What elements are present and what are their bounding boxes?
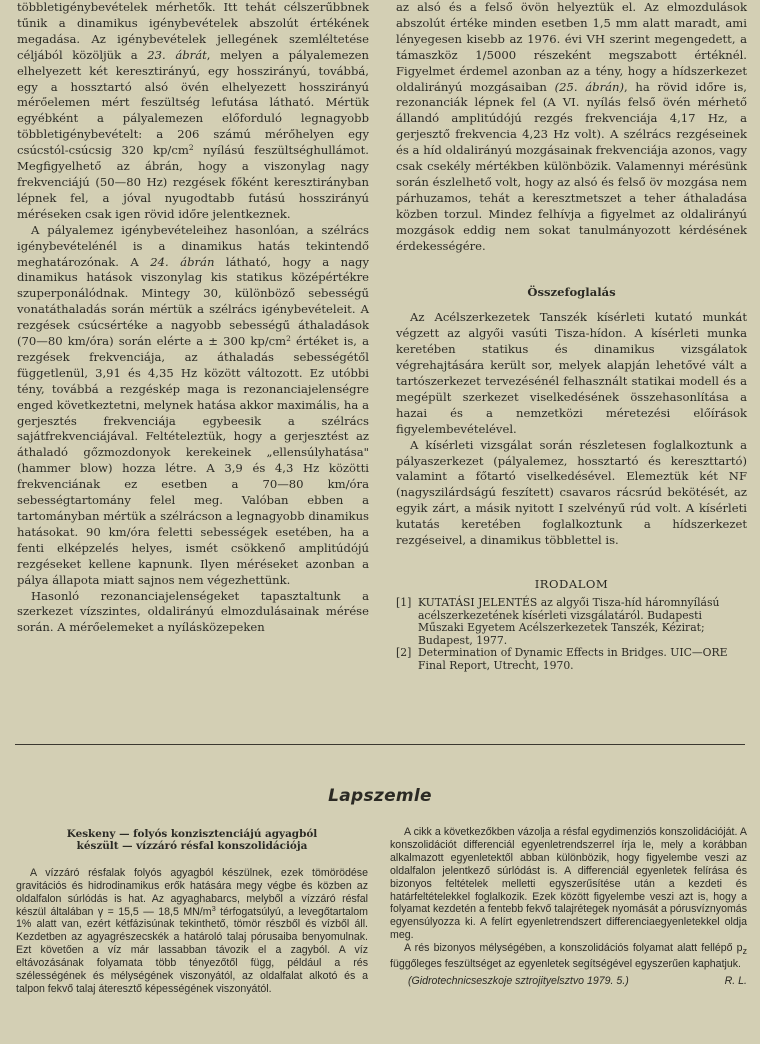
paragraph bbox=[396, 310, 747, 437]
text-run: Az Acélszerkezetek Tanszék kísérleti kutató munkát végzett az algyői vasúti Tisza-hídon. A kísérleti munka keretében statikus és dinamikus vizsgálatok végrehajtására került sor, melyek alapján lehetővé vált a tartószerkezet tervezésénél felhasznált statikai modell és a megépült szerkezet viselkedésének összehasonlítása a hazai és a nemzetközi méretezési előírások figyelembevételével. bbox=[396, 310, 747, 436]
text-run: 2 bbox=[286, 334, 291, 344]
reference-text: Determination of Dynamic Effects in Bridges. UIC—ORE Final Report, Utrecht, 1970. bbox=[418, 646, 728, 672]
reference-text: KUTATÁSI JELENTÉS az algyői Tisza-híd háromnyílású acélszerkezetének kísérleti vizsgálatáról. Budapesti Műszaki Egyetem Acélszerkezetek Tanszék, Kézirat; Budapest, 1977. bbox=[418, 595, 720, 647]
review-author: R. L. bbox=[724, 975, 747, 988]
text-run: A kísérleti vizsgálat során részletesen foglalkoztunk a pályaszerkezet (pályalemez, hossztartó és kereszttartó) valamint a főtartó viselkedésével. Elemeztük két NF (nagyszilárdságú feszített) csavaros rácsrúd bekötését, az egyik zárt, a másik nyitott I szelvényű rúd volt. A kísérleti kutatás keretében foglalkoztunk a hídszerkezet rezgéseivel, a dinamikus többlettel is. bbox=[396, 437, 747, 548]
text-run: 2 bbox=[188, 143, 194, 153]
paragraph bbox=[396, 438, 747, 549]
review-title-line: Keskeny — folyós konzisztenciájú agyagból bbox=[66, 828, 318, 840]
article-continuation bbox=[396, 0, 747, 255]
text-run: az alsó és a felső övön helyeztük el. Az elmozdulások abszolút értéke minden esetben 1,5 mm alatt maradt, ami lényegesen kisebb az 1976. évi VH szerint megengedett, a támaszköz 1/5000 részeként megszabott értéknél. Figyelmet érdemel azonban az a tény, hogy a hídszerkezet oldalirányú mozgásaiban bbox=[396, 0, 747, 94]
text-run: többletigénybevételek mérhetők. Itt tehát célszerűbbnek tűnik a dinamikus igénybevételek abszolút értékének megadása. Az igénybevételek jellegének szemléltetése céljából közöljük a bbox=[17, 0, 369, 62]
figure-reference: (25. ábrán) bbox=[554, 79, 625, 94]
text-run: Hasonló rezonanciajelenségeket tapasztaltunk a szerkezet vízszintes, oldalirányú elmozdulásainak mérése során. A mérőelemeket a nyílásközepeken bbox=[17, 588, 369, 635]
text-run: térfogatsúlyú, a levegőtartalom 1% alatt van, ezért kétfázisúnak tekinthető, tömör részből és vízből áll. Kezdetben az agyagrészecskék a határoló talaj pórusaiba benyomulnak. Ezt követően a víz már lassabban távozik el a zagyból. A víz eltávozásának folyamata több tényezőtől függ, például a rés szélességének és mélységének viszonyától, az oldalfalat alkotó és a talpon fekvő talaj áteresztő képességének viszonyától. bbox=[16, 905, 368, 995]
text-run: nyílású feszültséghullámot. Megfigyelhető az ábrán, hogy a viszonylag nagy frekvenciájú (50—80 Hz) rezgések főként keresztirányban lépnek fel, a jóval nyugodtabb futású hosszirányú méréseken csak igen rövid időre jelentkeznek. bbox=[17, 143, 369, 221]
paragraph bbox=[17, 0, 369, 223]
reference-item bbox=[396, 647, 747, 672]
reference-number: [1] bbox=[396, 595, 412, 609]
paragraph bbox=[390, 826, 747, 942]
text-run: z bbox=[742, 946, 747, 957]
summary-body bbox=[396, 310, 747, 549]
figure-reference: 24. ábrán bbox=[150, 254, 215, 269]
section-divider bbox=[15, 744, 745, 745]
review-column-left bbox=[16, 828, 368, 996]
paragraph bbox=[17, 589, 369, 637]
review-body-left bbox=[16, 867, 368, 996]
text-run: A rés bizonyos mélységében, a konszolidációs folyamat alatt fellépő p bbox=[404, 942, 743, 955]
text-run: A vízzáró résfalak folyós agyagból készülnek, ezek tömörödése gravitációs és hidrodinamikus erők hatására megy végbe és közben az oldalfalon súrlódás is hat. Az agyaghabarcs, melyből a vízzáró résfal készül általában γ = 15,5 — 18,5 MN/m bbox=[16, 866, 368, 918]
article-column-left bbox=[17, 0, 369, 636]
reference-item bbox=[396, 597, 747, 647]
text-run: 3 bbox=[211, 903, 216, 913]
text-run: értéket is, a rezgések frekvenciája, az áthaladás sebességétől függetlenül, 3,91 és 4,35 Hz között változott. Ez utóbbi tény, továbbá a rezgéskép maga is rezonanciajelenségre enged következtetni, melynek hatása akkor maximális, ha a gerjesztés frekvenciája egybeesik a szélrács sajátfrekvenciájával. Feltételeztük, hogy a gerjesztést az áthaladó gőzmozdonyok kerekeinek „ellensúlyhatása" (hammer blow) hozza létre. A 3,9 és 4,3 Hz közötti frekvenciának ez esetben a 70—80 km/óra sebességtartomány felel meg. Valóban ebben a tartományban mértük a szélrácson a legnagyobb dinamikus hatásokat. 90 km/óra feletti sebességek esetében, ha a fenti elképzelés helyes, ismét csökkenő amplitúdójú rezgéseket kellene kapnunk. Ilyen méréseket azonban a pálya állapota miatt sajnos nem végezhettünk. bbox=[17, 334, 369, 587]
review-column-right bbox=[390, 826, 747, 988]
references-list bbox=[396, 597, 747, 673]
section-title: Lapszemle bbox=[328, 786, 432, 806]
text-run: , ha rövid időre is, rezonanciák lépnek fel (A VI. nyílás felső övén mérhető állandó amplitúdójú rezgés frekvenciája 4,17 Hz, a gerjesztő frekvencia 4,23 Hz volt). A szélrács rezgéseinek és a híd oldalirányú mozgásainak frekvenciája azonos, vagy csak csekély mértékben különbözik. Valamennyi mérésünk során észlelhető volt, hogy az alsó és felső öv mozgása nem párhuzamos, tehát a keresztmetszet a teher áthaladása közben torzul. Mindez felhívja a figyelmet az oldalirányú mozgások eddig nem sokat tanulmányozott kérdésének érdekességére. bbox=[396, 79, 747, 253]
review-title bbox=[16, 828, 368, 853]
paragraph bbox=[17, 223, 369, 589]
article-column-right bbox=[396, 0, 747, 672]
references-heading: IRODALOM bbox=[534, 577, 609, 591]
text-run: függőleges feszültséget az egyenletek segítségével egyszerűen kaphatjuk. bbox=[390, 958, 742, 971]
summary-heading: Összefoglalás bbox=[527, 284, 616, 299]
reference-number: [2] bbox=[396, 646, 412, 660]
text-run: A pályalemez igénybevételeihez hasonlóan, a szélrács igénybevételénél is a dinamikus hatás tekintendő meghatározónak. A bbox=[17, 222, 369, 269]
paragraph bbox=[396, 0, 747, 255]
review-source: (Gidrotechnicseszkoje sztrojityelsztvo 1979. 5.) bbox=[408, 975, 629, 988]
review-source-line bbox=[390, 975, 747, 988]
text-run: , melyen a pályalemezen elhelyezett két keresztirányú, egy hosszirányú, továbbá, egy a hossztartó alsó övén elhelyezett hosszirányú mérőelemen mért feszültség lefutása látható. Mértük egyébként a pályalemezen előforduló legnagyobb többletigénybevételt: a 206 számú mérőhelyen egy csúcstól-csúcsig 320 kp/cm bbox=[17, 47, 369, 158]
paragraph bbox=[16, 867, 368, 996]
review-body-right bbox=[390, 826, 747, 971]
text-run: A cikk a következőkben vázolja a résfal egydimenziós konszolidációját. A konszolidációt differenciál egyenletrendszerrel írja le, mely a korábban alkalmazott egyenletektől abban különbözik, hogy figyelembe veszi az oldalfalon jelentkező súrlódást is. A differenciál egyenletek felírása és bizonyos feltételek melletti egyszerűsítése után a kezdeti és határfeltételekkel foglalkozik. Ezek között figyelembe veszi azt is, hogy a folyamat kezdetén a fentebb fekvő talajrétegek nyomását a pórusvíznyomás egyensúlyozza ki. A felírt egyenletrendszert differenciaegyenletekkel oldja meg. bbox=[390, 826, 747, 942]
paragraph bbox=[390, 942, 747, 971]
review-title-line: készült — vízzáró résfal konszolidációja bbox=[76, 840, 308, 853]
text-run: látható, hogy a nagy dinamikus hatások viszonylag kis statikus középértékre szuperponálódnak. Mintegy 30, különböző sebességű vonatáthaladás során mértük a szélrács igénybevételeit. A rezgések csúcsértéke a nagyobb sebességű áthaladások (70—80 km/óra) során elérte a ± 300 kp/cm bbox=[17, 254, 370, 349]
figure-reference: 23. ábrát bbox=[147, 47, 207, 62]
